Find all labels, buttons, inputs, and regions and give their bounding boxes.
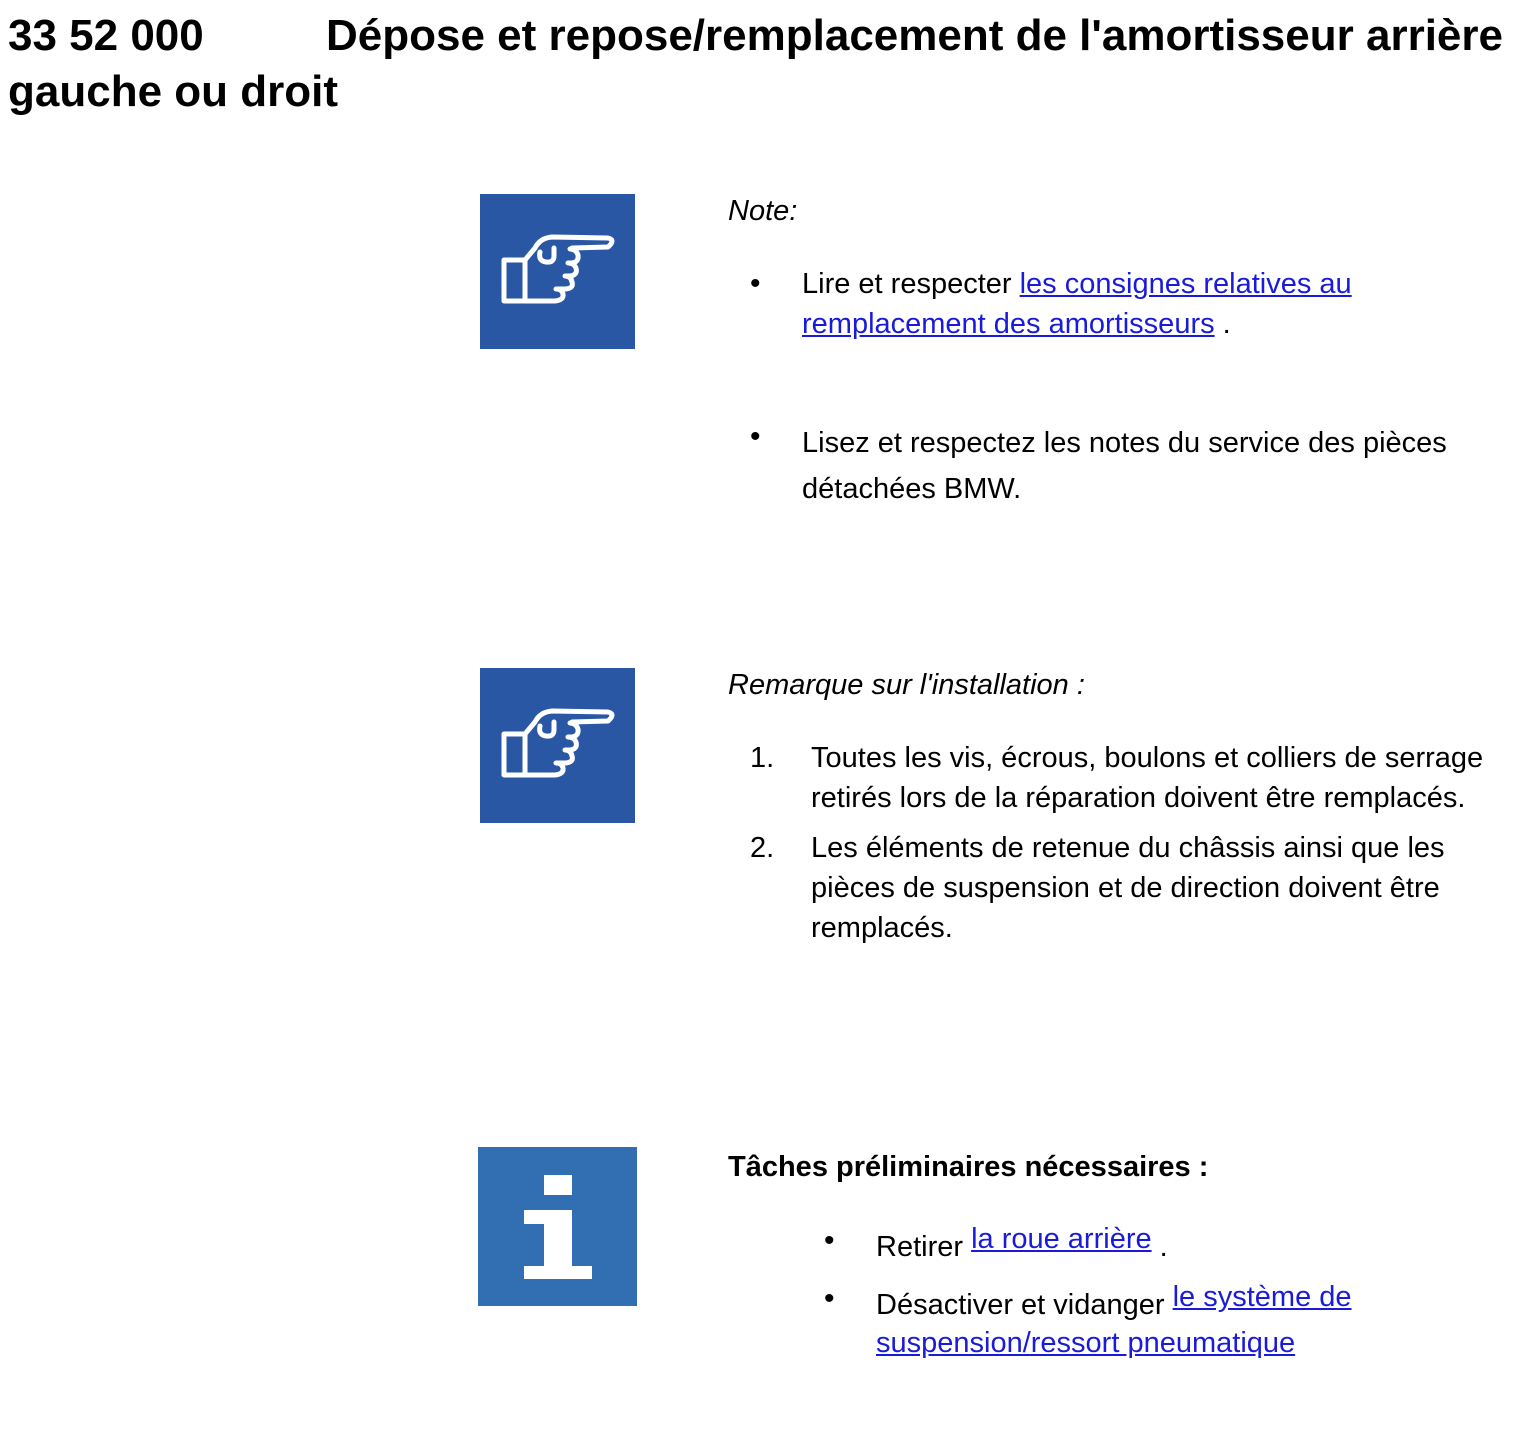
shock-absorber-instructions-link[interactable]: les consignes relatives au remplacement des amortisseurs <box>802 268 1352 340</box>
bullet-icon: • <box>750 420 761 453</box>
note-item-2-text: Lisez et respectez les notes du service des pièces détachées BMW. <box>802 427 1447 505</box>
bullet-icon: • <box>824 1224 835 1257</box>
prerequisites-list <box>728 1224 1416 1374</box>
note-item-1-text: Lire et respecter <box>802 268 1020 300</box>
installation-item-2-text: Les éléments de retenue du châssis ainsi que les pièces de suspension et de direction doivent être remplacés. <box>811 832 1445 944</box>
bullet-icon: • <box>750 267 761 300</box>
pointing-hand-icon <box>480 194 635 349</box>
installation-list <box>728 738 1528 948</box>
prerequisite-item-1-suffix: . <box>1151 1231 1168 1263</box>
note-heading: Note: <box>728 195 798 227</box>
note-item-1 <box>728 264 1528 344</box>
installation-item-1 <box>728 738 1528 818</box>
prerequisites-heading: Tâches préliminaires nécessaires : <box>728 1151 1209 1183</box>
installation-heading: Remarque sur l'installation : <box>728 669 1085 701</box>
note-section <box>728 194 1528 512</box>
item-number: 1. <box>750 742 775 774</box>
info-icon <box>478 1147 637 1306</box>
installation-item-2 <box>728 828 1528 948</box>
note-item-1-suffix: . <box>1214 308 1231 340</box>
note-list <box>728 264 1528 512</box>
bullet-icon: • <box>824 1282 835 1315</box>
procedure-code: 33 52 000 <box>8 11 204 60</box>
air-suspension-link[interactable]: le système de suspension/ressort pneumatique <box>876 1281 1352 1359</box>
prerequisite-item-2 <box>824 1281 1416 1374</box>
installation-section <box>728 668 1528 948</box>
rear-wheel-link[interactable]: la roue arrière <box>971 1223 1152 1255</box>
installation-item-1-text: Toutes les vis, écrous, boulons et colliers de serrage retirés lors de la réparation doivent être remplacés. <box>811 742 1484 814</box>
prerequisite-item-2-text: Désactiver et vidanger <box>876 1289 1173 1321</box>
prerequisites-section <box>728 1150 1528 1374</box>
page-title <box>8 8 1508 120</box>
pointing-hand-icon <box>480 668 635 823</box>
prerequisite-item-1-text: Retirer <box>876 1231 972 1263</box>
note-item-2 <box>728 420 1528 512</box>
procedure-title: Dépose et repose/remplacement de l'amortisseur arrière gauche ou droit <box>8 11 1503 116</box>
item-number: 2. <box>750 832 775 864</box>
prerequisite-item-1 <box>824 1223 1416 1270</box>
